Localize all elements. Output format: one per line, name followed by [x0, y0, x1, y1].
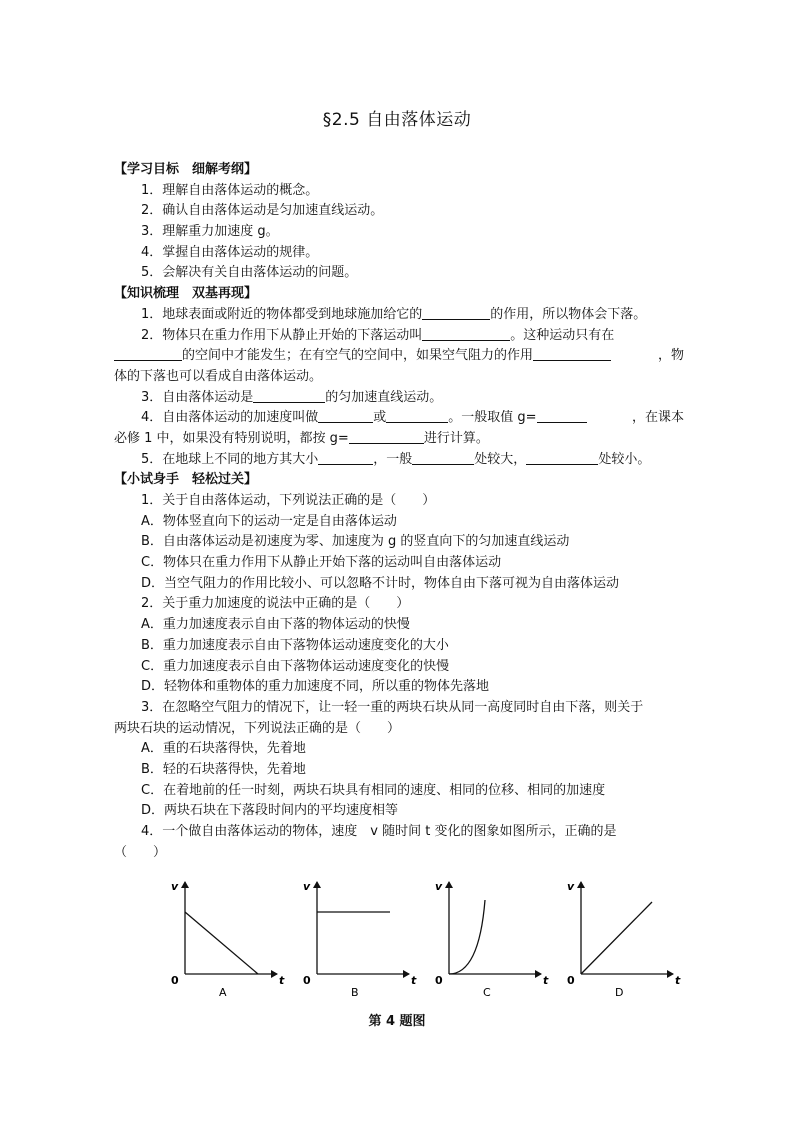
graph-label: B	[351, 986, 359, 999]
figure-caption: 第 4 题图	[368, 1014, 426, 1029]
section-heading-practice: 【小试身手 轻松过关】	[114, 472, 258, 488]
text: 进行计算。	[423, 430, 489, 446]
origin-label: 0	[435, 974, 443, 987]
graph-a	[171, 880, 285, 999]
text: 5．在地球上不同的地方其大小	[141, 451, 319, 467]
axis-label-t: t	[279, 974, 285, 987]
axis-label-t: t	[543, 974, 549, 987]
axis-label-v: v	[303, 880, 311, 893]
question-1: 1．关于自由落体运动，下列说法正确的是（ ）	[141, 493, 436, 508]
knowledge-item-5	[114, 450, 684, 471]
fill-blank[interactable]	[349, 429, 424, 444]
question-3-cont: 两块石块的运动情况，下列说法正确的是（ ）	[114, 720, 401, 736]
text: 的匀加速直线运动。	[325, 389, 443, 405]
option-d[interactable]: D．当空气阻力的作用比较小、可以忽略不计时，物体自由下落可视为自由落体运动	[141, 575, 620, 591]
text: 3．自由落体运动是	[141, 389, 254, 405]
text: 必修 1 中，如果没有特别说明，都按 g=	[114, 430, 349, 446]
knowledge-item-2	[114, 326, 684, 347]
origin-label: 0	[303, 974, 311, 987]
text: ，物	[657, 348, 684, 364]
section-heading-objectives: 【学习目标 细解考纲】	[114, 162, 258, 177]
option-a[interactable]: A．重的石块落得快，先着地	[141, 741, 306, 757]
option-c[interactable]: C．在着地前的任一时刻，两块石块具有相同的速度、相同的位移、相同的加速度	[141, 782, 606, 798]
worksheet-content	[114, 160, 684, 863]
fill-blank[interactable]	[526, 450, 598, 465]
graph-b	[303, 880, 417, 999]
option-b[interactable]: B．自由落体运动是初速度为零、加速度为 g 的竖直向下的匀加速直线运动	[141, 534, 570, 550]
text: 1．地球表面或附近的物体都受到地球施加给它的	[141, 306, 423, 322]
option-c[interactable]: C．重力加速度表示自由下落物体运动速度变化的快慢	[141, 658, 450, 674]
text: 2．物体只在重力作用下从静止开始的下落运动叫	[141, 327, 423, 343]
fill-blank[interactable]	[533, 346, 611, 361]
graph-label: C	[483, 986, 491, 999]
fill-blank[interactable]	[253, 388, 325, 403]
axis-label-v: v	[171, 880, 179, 893]
text: 处较小。	[598, 451, 651, 467]
text: 的空间中才能发生；在有空气的空间中，如果空气阻力的作用	[182, 348, 534, 364]
question-4: 4．一个做自由落体运动的物体，速度 v 随时间 t 变化的图象如图所示，正确的是	[141, 824, 617, 839]
fill-blank[interactable]	[422, 305, 490, 320]
text: ，一般	[373, 451, 413, 467]
knowledge-item-4-cont	[114, 429, 684, 450]
text: 。一般取值 g=	[448, 410, 537, 426]
fill-blank[interactable]	[114, 346, 182, 361]
text: 的作用，所以物体会下落。	[490, 306, 647, 322]
axis-label-v: v	[435, 880, 443, 893]
option-a[interactable]: A．物体竖直向下的运动一定是自由落体运动	[141, 513, 397, 529]
fill-blank[interactable]	[412, 450, 474, 465]
option-b[interactable]: B．重力加速度表示自由下落物体运动速度变化的大小	[141, 637, 449, 653]
option-a[interactable]: A．重力加速度表示自由下落的物体运动的快慢	[141, 617, 410, 633]
fill-blank[interactable]	[537, 408, 587, 423]
option-b[interactable]: B．轻的石块落得快，先着地	[141, 761, 306, 777]
objective-item: 4．掌握自由落体运动的规律。	[141, 244, 319, 260]
vt-graphs-figure	[155, 872, 695, 1002]
graph-label: D	[615, 986, 624, 999]
option-d[interactable]: D．两块石块在下落段时间内的平均速度相等	[141, 803, 399, 819]
graph-d	[567, 880, 681, 999]
question-2: 2．关于重力加速度的说法中正确的是（ ）	[141, 596, 410, 612]
graph-line	[581, 902, 652, 974]
fill-blank[interactable]	[318, 450, 373, 465]
fill-blank[interactable]	[422, 326, 510, 341]
question-4-cont: （ ）	[114, 844, 167, 860]
graph-c	[435, 880, 549, 999]
option-d[interactable]: D．轻物体和重物体的重力加速度不同，所以重的物体先落地	[141, 679, 490, 695]
axis-label-v: v	[567, 880, 575, 893]
axis-label-t: t	[675, 974, 681, 987]
question-3: 3．在忽略空气阻力的情况下，让一轻一重的两块石块从同一高度同时自由下落，则关于	[141, 699, 644, 715]
text: 或	[373, 410, 387, 426]
text: 处较大，	[474, 451, 527, 467]
fill-blank[interactable]	[318, 408, 373, 423]
option-c[interactable]: C．物体只在重力作用下从静止开始下落的运动叫自由落体运动	[141, 555, 502, 571]
graph-line	[185, 912, 258, 974]
fill-blank[interactable]	[386, 408, 448, 423]
knowledge-item-1	[114, 305, 684, 326]
graph-curve	[449, 900, 485, 974]
page-title: §2.5 自由落体运动	[322, 110, 472, 130]
objective-item: 5．会解决有关自由落体运动的问题。	[141, 265, 358, 281]
text: 4．自由落体运动的加速度叫做	[141, 410, 319, 426]
knowledge-item-4	[114, 408, 684, 429]
text: 。这种运动只有在	[510, 327, 615, 343]
graph-label: A	[219, 986, 227, 999]
knowledge-item-2-end: 体的下落也可以看成自由落体运动。	[114, 368, 323, 384]
axis-label-t: t	[411, 974, 417, 987]
objective-item: 2．确认自由落体运动是匀加速直线运动。	[141, 203, 384, 219]
knowledge-item-3	[114, 388, 684, 409]
section-heading-knowledge: 【知识梳理 双基再现】	[114, 286, 258, 302]
objective-item: 1．理解自由落体运动的概念。	[141, 182, 319, 198]
origin-label: 0	[567, 974, 575, 987]
origin-label: 0	[171, 974, 179, 987]
objective-item: 3．理解重力加速度 g。	[141, 224, 279, 240]
knowledge-item-2-cont	[114, 346, 684, 367]
text: ，在课本	[631, 410, 684, 426]
